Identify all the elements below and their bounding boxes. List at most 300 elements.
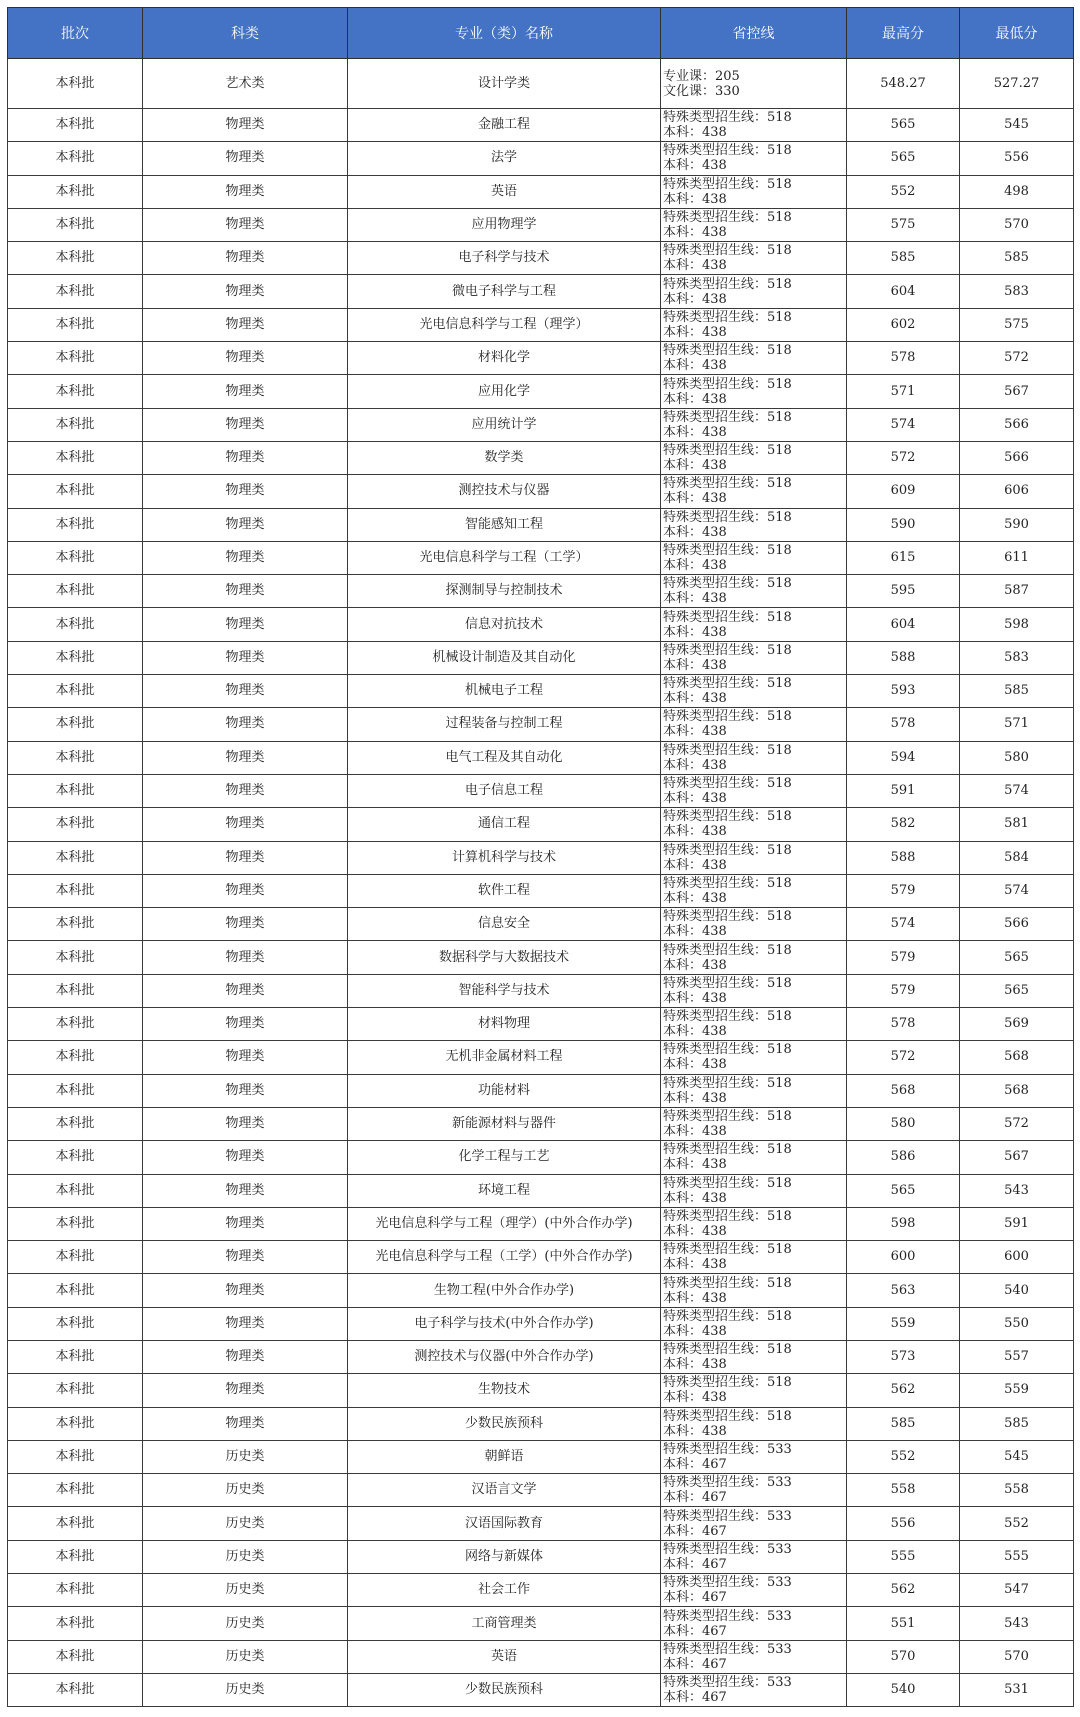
major-cell: 材料物理 [348,1008,661,1041]
major-cell: 光电信息科学与工程（理学）(中外合作办学) [348,1207,661,1240]
control-line-primary: 特殊类型招生线：518 [663,709,792,725]
category-cell: 物理类 [143,641,348,674]
category-cell: 物理类 [143,808,348,841]
batch-cell: 本科批 [8,1241,143,1274]
max-score-cell: 558 [847,1474,960,1507]
major-cell: 材料化学 [348,342,661,375]
control-line-primary: 特殊类型招生线：518 [663,1109,792,1125]
min-score-cell: 611 [960,541,1074,574]
control-line-primary: 特殊类型招生线：533 [663,1575,792,1591]
max-score-cell: 573 [847,1340,960,1373]
major-cell: 测控技术与仪器(中外合作办学) [348,1340,661,1373]
batch-cell: 本科批 [8,508,143,541]
max-score-cell: 590 [847,508,960,541]
min-score-cell: 585 [960,675,1074,708]
control-line-cell [661,1141,847,1174]
batch-cell: 本科批 [8,1374,143,1407]
table-row [8,342,1074,375]
control-line-secondary: 本科：438 [663,1357,727,1373]
control-line-secondary: 本科：438 [663,791,727,807]
category-cell: 物理类 [143,1340,348,1373]
batch-cell: 本科批 [8,641,143,674]
min-score-cell: 540 [960,1274,1074,1307]
category-cell: 历史类 [143,1474,348,1507]
control-line-cell [661,1640,847,1673]
major-cell: 英语 [348,175,661,208]
category-cell: 物理类 [143,475,348,508]
min-score-cell: 531 [960,1673,1074,1706]
category-cell: 物理类 [143,675,348,708]
control-line-primary: 特殊类型招生线：518 [663,343,792,359]
category-cell: 艺术类 [143,59,348,109]
control-line-cell [661,109,847,142]
control-line-secondary: 文化课：330 [663,83,740,99]
control-line-primary: 特殊类型招生线：518 [663,842,792,858]
table-row [8,1340,1074,1373]
table-row [8,242,1074,275]
table-row [8,1141,1074,1174]
category-cell: 物理类 [143,1307,348,1340]
min-score-cell: 498 [960,175,1074,208]
table-row [8,1008,1074,1041]
min-score-cell: 572 [960,342,1074,375]
batch-cell: 本科批 [8,1607,143,1640]
control-line-secondary: 本科：438 [663,291,727,307]
max-score-cell: 559 [847,1307,960,1340]
control-line-secondary: 本科：438 [663,957,727,973]
min-score-cell: 581 [960,808,1074,841]
control-line-secondary: 本科：438 [663,258,727,274]
major-cell: 法学 [348,142,661,175]
major-cell: 数据科学与大数据技术 [348,941,661,974]
min-score-cell: 583 [960,275,1074,308]
max-score-cell: 604 [847,608,960,641]
control-line-cell [661,708,847,741]
control-line-secondary: 本科：438 [663,191,727,207]
min-score-cell: 567 [960,1141,1074,1174]
table-header-row [8,8,1074,59]
table-row [8,308,1074,341]
table-row [8,675,1074,708]
category-cell: 物理类 [143,1107,348,1140]
min-score-cell: 572 [960,1107,1074,1140]
control-line-primary: 特殊类型招生线：518 [663,110,792,126]
category-cell: 物理类 [143,1407,348,1440]
control-line-cell [661,1107,847,1140]
max-score-cell: 552 [847,175,960,208]
min-score-cell: 566 [960,408,1074,441]
control-line-cell [661,508,847,541]
control-line-secondary: 本科：438 [663,125,727,141]
control-line-secondary: 本科：438 [663,1223,727,1239]
min-score-cell: 580 [960,741,1074,774]
control-line-primary: 特殊类型招生线：518 [663,276,792,292]
category-cell: 历史类 [143,1607,348,1640]
batch-cell: 本科批 [8,408,143,441]
table-row [8,575,1074,608]
control-line-primary: 特殊类型招生线：518 [663,1009,792,1025]
min-score-cell: 545 [960,109,1074,142]
batch-cell: 本科批 [8,1440,143,1473]
control-line-cell [661,175,847,208]
batch-cell: 本科批 [8,208,143,241]
min-score-cell: 565 [960,941,1074,974]
control-line-primary: 特殊类型招生线：533 [663,1608,792,1624]
category-cell: 物理类 [143,608,348,641]
control-line-primary: 特殊类型招生线：518 [663,742,792,758]
major-cell: 电气工程及其自动化 [348,741,661,774]
batch-cell: 本科批 [8,242,143,275]
major-cell: 汉语言文学 [348,1474,661,1507]
category-cell: 历史类 [143,1440,348,1473]
control-line-cell [661,1507,847,1540]
max-score-cell: 579 [847,941,960,974]
table-row [8,741,1074,774]
max-score-cell: 585 [847,242,960,275]
batch-cell: 本科批 [8,708,143,741]
control-line-primary: 特殊类型招生线：518 [663,576,792,592]
min-score-cell: 565 [960,974,1074,1007]
max-score-cell: 568 [847,1074,960,1107]
batch-cell: 本科批 [8,109,143,142]
control-line-primary: 特殊类型招生线：533 [663,1442,792,1458]
major-cell: 测控技术与仪器 [348,475,661,508]
category-cell: 物理类 [143,342,348,375]
category-cell: 历史类 [143,1507,348,1540]
table-row [8,175,1074,208]
major-cell: 电子科学与技术(中外合作办学) [348,1307,661,1340]
control-line-secondary: 本科：467 [663,1656,727,1672]
control-line-secondary: 本科：467 [663,1490,727,1506]
table-row [8,908,1074,941]
batch-cell: 本科批 [8,941,143,974]
control-line-secondary: 本科：467 [663,1623,727,1639]
control-line-secondary: 本科：467 [663,1523,727,1539]
min-score-cell: 606 [960,475,1074,508]
control-line-cell [661,974,847,1007]
control-line-primary: 特殊类型招生线：518 [663,409,792,425]
max-score-cell: 594 [847,741,960,774]
batch-cell: 本科批 [8,575,143,608]
control-line-cell [661,675,847,708]
control-line-primary: 特殊类型招生线：518 [663,942,792,958]
category-cell: 物理类 [143,974,348,1007]
control-line-secondary: 本科：467 [663,1556,727,1572]
major-cell: 应用物理学 [348,208,661,241]
control-line-secondary: 本科：438 [663,1323,727,1339]
control-line-cell [661,1041,847,1074]
batch-cell: 本科批 [8,741,143,774]
table-row [8,974,1074,1007]
table-row [8,1607,1074,1640]
min-score-cell: 527.27 [960,59,1074,109]
control-line-secondary: 本科：438 [663,424,727,440]
batch-cell: 本科批 [8,1041,143,1074]
control-line-secondary: 本科：438 [663,1090,727,1106]
major-cell: 少数民族预科 [348,1673,661,1706]
control-line-primary: 特殊类型招生线：518 [663,1408,792,1424]
control-line-cell [661,375,847,408]
table-row [8,1440,1074,1473]
batch-cell: 本科批 [8,175,143,208]
control-line-secondary: 本科：438 [663,691,727,707]
control-line-secondary: 本科：438 [663,1423,727,1439]
control-line-secondary: 本科：467 [663,1457,727,1473]
min-score-cell: 566 [960,908,1074,941]
control-line-secondary: 本科：438 [663,990,727,1006]
control-line-primary: 特殊类型招生线：518 [663,476,792,492]
major-cell: 智能科学与技术 [348,974,661,1007]
min-score-cell: 555 [960,1540,1074,1573]
min-score-cell: 558 [960,1474,1074,1507]
min-score-cell: 598 [960,608,1074,641]
control-line-primary: 特殊类型招生线：533 [663,1508,792,1524]
table-row [8,441,1074,474]
min-score-cell: 567 [960,375,1074,408]
control-line-primary: 特殊类型招生线：518 [663,609,792,625]
table-row [8,1107,1074,1140]
header-max-score: 最高分 [847,8,960,59]
min-score-cell: 587 [960,575,1074,608]
category-cell: 物理类 [143,541,348,574]
header-major: 专业（类）名称 [348,8,661,59]
major-cell: 生物工程(中外合作办学) [348,1274,661,1307]
control-line-primary: 特殊类型招生线：518 [663,1342,792,1358]
category-cell: 物理类 [143,1041,348,1074]
control-line-secondary: 本科：438 [663,358,727,374]
table-row [8,1474,1074,1507]
max-score-cell: 571 [847,375,960,408]
major-cell: 机械设计制造及其自动化 [348,641,661,674]
control-line-primary: 特殊类型招生线：518 [663,210,792,226]
control-line-primary: 特殊类型招生线：518 [663,443,792,459]
batch-cell: 本科批 [8,1107,143,1140]
min-score-cell: 543 [960,1607,1074,1640]
control-line-cell [661,874,847,907]
control-line-primary: 特殊类型招生线：518 [663,509,792,525]
category-cell: 物理类 [143,308,348,341]
min-score-cell: 547 [960,1574,1074,1607]
max-score-cell: 578 [847,708,960,741]
major-cell: 新能源材料与器件 [348,1107,661,1140]
max-score-cell: 552 [847,1440,960,1473]
control-line-secondary: 本科：438 [663,1157,727,1173]
batch-cell: 本科批 [8,375,143,408]
max-score-cell: 609 [847,475,960,508]
min-score-cell: 591 [960,1207,1074,1240]
admission-score-table [7,7,1074,1707]
major-cell: 应用统计学 [348,408,661,441]
control-line-cell [661,1374,847,1407]
control-line-secondary: 本科：438 [663,890,727,906]
control-line-cell [661,941,847,974]
table-row [8,941,1074,974]
max-score-cell: 565 [847,1174,960,1207]
min-score-cell: 568 [960,1041,1074,1074]
control-line-cell [661,242,847,275]
header-min-score: 最低分 [960,8,1074,59]
category-cell: 历史类 [143,1673,348,1706]
table-row [8,375,1074,408]
min-score-cell: 574 [960,874,1074,907]
control-line-cell [661,308,847,341]
max-score-cell: 575 [847,208,960,241]
min-score-cell: 543 [960,1174,1074,1207]
control-line-secondary: 本科：438 [663,1390,727,1406]
control-line-primary: 特殊类型招生线：518 [663,176,792,192]
batch-cell: 本科批 [8,342,143,375]
control-line-cell [661,1074,847,1107]
control-line-cell [661,1008,847,1041]
category-cell: 物理类 [143,1008,348,1041]
category-cell: 物理类 [143,208,348,241]
control-line-secondary: 本科：438 [663,1290,727,1306]
control-line-primary: 特殊类型招生线：518 [663,243,792,259]
batch-cell: 本科批 [8,1274,143,1307]
category-cell: 物理类 [143,441,348,474]
control-line-primary: 特殊类型招生线：518 [663,975,792,991]
category-cell: 历史类 [143,1574,348,1607]
control-line-primary: 特殊类型招生线：518 [663,1175,792,1191]
batch-cell: 本科批 [8,1540,143,1573]
table-row [8,1574,1074,1607]
max-score-cell: 574 [847,908,960,941]
control-line-secondary: 本科：438 [663,324,727,340]
control-line-cell [661,541,847,574]
control-line-secondary: 本科：438 [663,924,727,940]
table-row [8,1374,1074,1407]
batch-cell: 本科批 [8,1474,143,1507]
min-score-cell: 545 [960,1440,1074,1473]
table-row [8,1207,1074,1240]
major-cell: 电子信息工程 [348,774,661,807]
control-line-cell [661,641,847,674]
control-line-secondary: 本科：438 [663,158,727,174]
batch-cell: 本科批 [8,1340,143,1373]
control-line-secondary: 本科：438 [663,458,727,474]
control-line-cell [661,1407,847,1440]
batch-cell: 本科批 [8,675,143,708]
control-line-cell [661,1540,847,1573]
batch-cell: 本科批 [8,1574,143,1607]
major-cell: 光电信息科学与工程（工学）(中外合作办学) [348,1241,661,1274]
table-row [8,1074,1074,1107]
control-line-primary: 特殊类型招生线：518 [663,1042,792,1058]
batch-cell: 本科批 [8,1141,143,1174]
major-cell: 软件工程 [348,874,661,907]
max-score-cell: 580 [847,1107,960,1140]
table-row [8,1041,1074,1074]
min-score-cell: 569 [960,1008,1074,1041]
table-row [8,1274,1074,1307]
control-line-secondary: 本科：438 [663,524,727,540]
max-score-cell: 602 [847,308,960,341]
control-line-primary: 特殊类型招生线：518 [663,1375,792,1391]
min-score-cell: 583 [960,641,1074,674]
admission-score-table-container [7,7,1073,1707]
major-cell: 无机非金属材料工程 [348,1041,661,1074]
table-row [8,59,1074,109]
min-score-cell: 574 [960,774,1074,807]
batch-cell: 本科批 [8,808,143,841]
min-score-cell: 584 [960,841,1074,874]
category-cell: 物理类 [143,1207,348,1240]
category-cell: 历史类 [143,1540,348,1573]
major-cell: 英语 [348,1640,661,1673]
max-score-cell: 556 [847,1507,960,1540]
max-score-cell: 572 [847,1041,960,1074]
major-cell: 化学工程与工艺 [348,1141,661,1174]
min-score-cell: 566 [960,441,1074,474]
batch-cell: 本科批 [8,1507,143,1540]
major-cell: 计算机科学与技术 [348,841,661,874]
major-cell: 信息对抗技术 [348,608,661,641]
min-score-cell: 585 [960,242,1074,275]
max-score-cell: 555 [847,1540,960,1573]
control-line-secondary: 本科：438 [663,1257,727,1273]
category-cell: 物理类 [143,1374,348,1407]
category-cell: 物理类 [143,741,348,774]
category-cell: 物理类 [143,508,348,541]
control-line-cell [661,441,847,474]
max-score-cell: 600 [847,1241,960,1274]
control-line-primary: 特殊类型招生线：518 [663,543,792,558]
table-body [8,59,1074,1707]
control-line-cell [661,608,847,641]
max-score-cell: 588 [847,841,960,874]
major-cell: 金融工程 [348,109,661,142]
major-cell: 信息安全 [348,908,661,941]
batch-cell: 本科批 [8,475,143,508]
min-score-cell: 557 [960,1340,1074,1373]
category-cell: 物理类 [143,908,348,941]
table-row [8,142,1074,175]
major-cell: 过程装备与控制工程 [348,708,661,741]
major-cell: 汉语国际教育 [348,1507,661,1540]
category-cell: 物理类 [143,275,348,308]
min-score-cell: 575 [960,308,1074,341]
control-line-secondary: 本科：438 [663,857,727,873]
control-line-cell [661,1607,847,1640]
control-line-secondary: 本科：438 [663,391,727,407]
max-score-cell: 595 [847,575,960,608]
max-score-cell: 562 [847,1374,960,1407]
category-cell: 物理类 [143,242,348,275]
category-cell: 物理类 [143,1174,348,1207]
major-cell: 智能感知工程 [348,508,661,541]
table-row [8,1507,1074,1540]
table-row [8,208,1074,241]
major-cell: 光电信息科学与工程（工学） [348,541,661,574]
batch-cell: 本科批 [8,1640,143,1673]
control-line-primary: 特殊类型招生线：518 [663,376,792,392]
category-cell: 物理类 [143,1274,348,1307]
control-line-cell [661,1474,847,1507]
control-line-primary: 特殊类型招生线：518 [663,1075,792,1091]
major-cell: 微电子科学与工程 [348,275,661,308]
batch-cell: 本科批 [8,974,143,1007]
min-score-cell: 552 [960,1507,1074,1540]
max-score-cell: 591 [847,774,960,807]
control-line-cell [661,208,847,241]
control-line-primary: 特殊类型招生线：518 [663,1275,792,1291]
max-score-cell: 593 [847,675,960,708]
control-line-cell [661,1274,847,1307]
batch-cell: 本科批 [8,1207,143,1240]
major-cell: 设计学类 [348,59,661,109]
category-cell: 物理类 [143,575,348,608]
min-score-cell: 585 [960,1407,1074,1440]
